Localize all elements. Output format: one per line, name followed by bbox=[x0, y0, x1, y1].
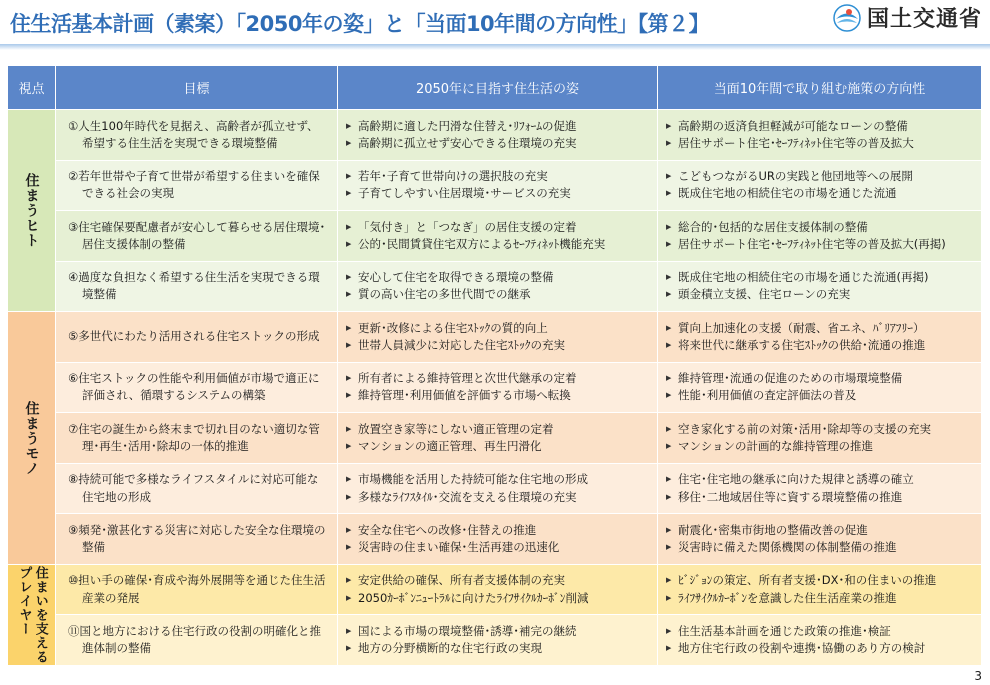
policy-cell bbox=[658, 514, 982, 565]
list-item: ▶ 安全な住宅への改修･住替えの推進 bbox=[346, 522, 649, 539]
list-item: ▶ 公的･民間賃貸住宅双方によるｾｰﾌﾃｨﾈｯﾄ機能充実 bbox=[346, 236, 649, 253]
policy-cell bbox=[658, 464, 982, 515]
list-item: ▶ 居住サポート住宅･ｾｰﾌﾃｨﾈｯﾄ住宅等の普及拡大(再掲) bbox=[666, 236, 973, 253]
goal-cell: ⑤多世代にわたり活用される住宅ストックの形成 bbox=[56, 312, 338, 363]
policy-cell bbox=[658, 615, 982, 666]
category-people: 住まうヒト bbox=[8, 110, 56, 312]
list-item: ▶ 災害時の住まい確保･生活再建の迅速化 bbox=[346, 539, 649, 556]
column-header-viewpoint: 視点 bbox=[8, 66, 56, 110]
column-header-goal: 目標 bbox=[56, 66, 338, 110]
list-item: ▶ 放置空き家等にしない適正管理の定着 bbox=[346, 421, 649, 438]
list-item: ▶ 将来世代に継承する住宅ｽﾄｯｸの供給･流通の推進 bbox=[666, 337, 973, 354]
page-number: 3 bbox=[974, 669, 982, 683]
list-item: ▶ 地方の分野横断的な住宅行政の実現 bbox=[346, 640, 649, 657]
list-item: ▶ 更新･改修による住宅ｽﾄｯｸの質的向上 bbox=[346, 320, 649, 337]
list-item: ▶ 住生活基本計画を通じた政策の推進･検証 bbox=[666, 623, 973, 640]
list-item: ▶ 既成住宅地の相続住宅の市場を通じた流通 bbox=[666, 185, 973, 202]
vision-cell bbox=[338, 161, 658, 212]
category-housing: 住まうモノ bbox=[8, 312, 56, 565]
list-item: ▶ 災害時に備えた関係機関の体制整備の推進 bbox=[666, 539, 973, 556]
vision-cell bbox=[338, 363, 658, 414]
vision-cell bbox=[338, 312, 658, 363]
list-item: ▶ 空き家化する前の対策･活用･除却等の支援の充実 bbox=[666, 421, 973, 438]
list-item: ▶ 質の高い住宅の多世代間での継承 bbox=[346, 286, 649, 303]
list-item: ▶ 安心して住宅を取得できる環境の整備 bbox=[346, 269, 649, 286]
list-item: ▶ 維持管理･流通の促進のための市場環境整備 bbox=[666, 370, 973, 387]
ministry-name: 国土交通省 bbox=[866, 7, 982, 32]
category-players: 住まいを支える プレイヤー bbox=[8, 565, 56, 666]
header bbox=[0, 0, 990, 44]
goal-cell: ②若年世帯や子育て世帯が希望する住まいを確保できる社会の実現 bbox=[56, 161, 338, 212]
list-item: ▶ 高齢期の返済負担軽減が可能なローンの整備 bbox=[666, 118, 973, 135]
list-item: ▶ 「気付き」と「つなぎ」の居住支援の定着 bbox=[346, 219, 649, 236]
list-item: ▶ 高齢期に適した円滑な住替え･ﾘﾌｫｰﾑの促進 bbox=[346, 118, 649, 135]
goal-cell: ⑦住宅の誕生から終末まで切れ目のない適切な管理･再生･活用･除却の一体的推進 bbox=[56, 413, 338, 464]
list-item: ▶ 既成住宅地の相続住宅の市場を通じた流通(再掲) bbox=[666, 269, 973, 286]
vision-cell bbox=[338, 514, 658, 565]
vision-cell bbox=[338, 565, 658, 616]
list-item: ▶ 居住サポート住宅･ｾｰﾌﾃｨﾈｯﾄ住宅等の普及拡大 bbox=[666, 135, 973, 152]
goal-cell: ⑩担い手の確保･育成や海外展開等を通じた住生活産業の発展 bbox=[56, 565, 338, 616]
policy-cell bbox=[658, 211, 982, 262]
vision-cell bbox=[338, 464, 658, 515]
policy-cell bbox=[658, 110, 982, 161]
list-item: ▶ 頭金積立支援、住宅ローンの充実 bbox=[666, 286, 973, 303]
vision-cell bbox=[338, 615, 658, 666]
ministry-logo bbox=[833, 2, 982, 33]
policy-cell bbox=[658, 363, 982, 414]
vision-cell bbox=[338, 262, 658, 313]
list-item: ▶ 子育てしやすい住居環境･サービスの充実 bbox=[346, 185, 649, 202]
list-item: ▶ 2050ｶｰﾎﾞﾝﾆｭｰﾄﾗﾙに向けたﾗｲﾌｻｲｸﾙｶｰﾎﾞﾝ削減 bbox=[346, 590, 649, 607]
list-item: ▶ 総合的･包括的な居住支援体制の整備 bbox=[666, 219, 973, 236]
page-title: 住生活基本計画（素案）「2050年の姿」と「当面10年間の方向性」【第２】 bbox=[10, 12, 710, 36]
policy-cell bbox=[658, 262, 982, 313]
list-item: ▶ マンションの適正管理、再生円滑化 bbox=[346, 438, 649, 455]
goal-cell: ⑨頻発･激甚化する災害に対応した安全な住環境の整備 bbox=[56, 514, 338, 565]
column-header-policy-10years: 当面10年間で取り組む施策の方向性 bbox=[658, 66, 982, 110]
list-item: ▶ 移住･二地域居住等に資する環境整備の推進 bbox=[666, 489, 973, 506]
goal-cell: ①人生100年時代を見据え、高齢者が孤立せず、希望する住生活を実現できる環境整備 bbox=[56, 110, 338, 161]
list-item: ▶ 所有者による維持管理と次世代継承の定着 bbox=[346, 370, 649, 387]
policy-cell bbox=[658, 161, 982, 212]
list-item: ▶ 質向上加速化の支援（耐震、省エネ、ﾊﾞﾘｱﾌﾘｰ） bbox=[666, 320, 973, 337]
header-divider bbox=[0, 44, 990, 50]
column-header-vision-2050: 2050年に目指す住生活の姿 bbox=[338, 66, 658, 110]
goal-cell: ⑧持続可能で多様なライフスタイルに対応可能な住宅地の形成 bbox=[56, 464, 338, 515]
goal-cell: ⑥住宅ストックの性能や利用価値が市場で適正に評価され、循環するシステムの構築 bbox=[56, 363, 338, 414]
list-item: ▶ 若年･子育て世帯向けの選択肢の充実 bbox=[346, 168, 649, 185]
list-item: ▶ 耐震化･密集市街地の整備改善の促進 bbox=[666, 522, 973, 539]
vision-cell bbox=[338, 110, 658, 161]
list-item: ▶ 多様なﾗｲﾌｽﾀｲﾙ･交流を支える住環境の充実 bbox=[346, 489, 649, 506]
policy-cell bbox=[658, 565, 982, 616]
list-item: ▶ 性能･利用価値の査定評価法の普及 bbox=[666, 387, 973, 404]
policy-cell bbox=[658, 312, 982, 363]
vision-cell bbox=[338, 413, 658, 464]
list-item: ▶ 地方住宅行政の役割や連携･協働のあり方の検討 bbox=[666, 640, 973, 657]
ministry-logo-icon bbox=[833, 4, 861, 32]
goal-cell: ⑪国と地方における住宅行政の役割の明確化と推進体制の整備 bbox=[56, 615, 338, 666]
goal-cell: ③住宅確保要配慮者が安心して暮らせる居住環境･居住支援体制の整備 bbox=[56, 211, 338, 262]
goal-cell: ④過度な負担なく希望する住生活を実現できる環境整備 bbox=[56, 262, 338, 313]
list-item: ▶ 維持管理･利用価値を評価する市場へ転換 bbox=[346, 387, 649, 404]
list-item: ▶ マンションの計画的な維持管理の推進 bbox=[666, 438, 973, 455]
list-item: ▶ 市場機能を活用した持続可能な住宅地の形成 bbox=[346, 471, 649, 488]
policy-cell bbox=[658, 413, 982, 464]
policy-table bbox=[8, 66, 982, 666]
list-item: ▶ 国による市場の環境整備･誘導･補完の継続 bbox=[346, 623, 649, 640]
list-item: ▶ こどもつながるURの実践と他団地等への展開 bbox=[666, 168, 973, 185]
list-item: ▶ ﾋﾞｼﾞｮﾝの策定、所有者支援･DX･和の住まいの推進 bbox=[666, 572, 973, 589]
list-item: ▶ ﾗｲﾌｻｲｸﾙｶｰﾎﾞﾝを意識した住生活産業の推進 bbox=[666, 590, 973, 607]
vision-cell bbox=[338, 211, 658, 262]
list-item: ▶ 高齢期に孤立せず安心できる住環境の充実 bbox=[346, 135, 649, 152]
list-item: ▶ 安定供給の確保、所有者支援体制の充実 bbox=[346, 572, 649, 589]
list-item: ▶ 世帯人員減少に対応した住宅ｽﾄｯｸの充実 bbox=[346, 337, 649, 354]
list-item: ▶ 住宅･住宅地の継承に向けた規律と誘導の確立 bbox=[666, 471, 973, 488]
